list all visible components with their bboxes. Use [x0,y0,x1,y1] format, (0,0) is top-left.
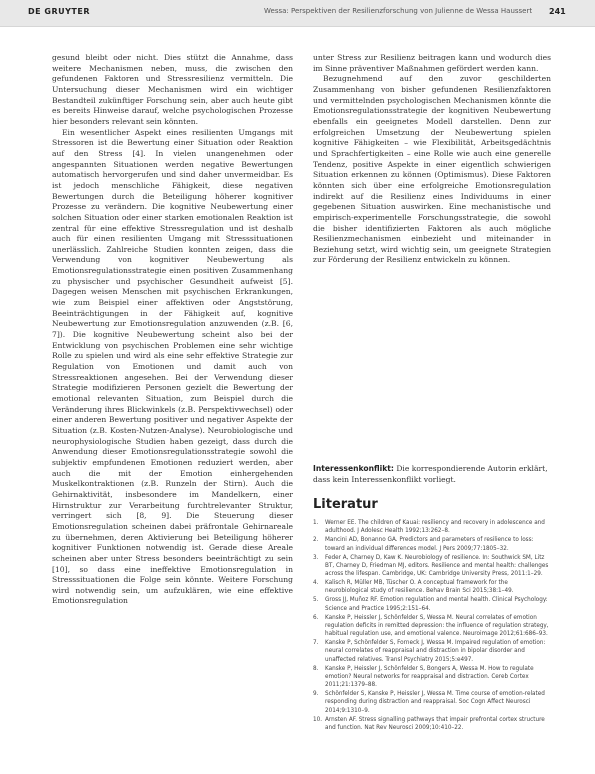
reference-number: 3. [313,554,319,561]
reference-text: Feder A, Charney D, Kaw K. Neurobiology of resilience. In: Southwick SM, Litz BT, Charney D, Friedman MJ, editors. Resilience and mental health: challenges across the lifespan. Cambridge, UK: Cambridge University Press, 2011:1–29. [325,554,549,577]
reference-text: Gross JJ, Muñoz RF. Emotion regulation and mental health. Clinical Psychology: Science and Practice 1995;2:151–64. [325,597,548,612]
reference-item [313,579,553,595]
reference-item [313,665,553,690]
body-paragraph: Ein wesentlicher Aspekt eines resilienten Umgangs mit Stressoren ist die Bewertung einer Situation oder Reaktion auf den Stress [4]. In vielen unangenehmen oder angespannten Situationen werden negative Bewertungen automatisch hervorgerufen und sind daher unvermeidbar. Es ist jedoch menschliche Fähigkeit, diese negativen Bewertungen durch die Beteiligung höherer kognitiver Prozesse zu verändern. Die kognitive Neubewertung einer solchen Situation oder einer starken emotionalen Reaktion ist zentral für eine effektive Stressregulation und ist deshalb auch für einen resilienten Umgang mit Stresssituationen unerlässlich. Zahlreiche Studien konnten zeigen, dass die Verwendung von kognitiver Neubewertung als Emotionsregulationsstrategie einen positiven Zusammenhang zu physischer und psychischer Gesundheit aufweist [5]. Dagegen weisen Menschen mit psychischen Erkrankungen, wie zum Beispiel einer affektiven oder Angststörung, Beeinträchtigungen in der Fähigkeit auf, kognitive Neubewertung zur Emotionsregulation anzuwenden (z.B. [6, 7]). Die kognitive Neubewertung scheint also bei der Entwicklung von psychischen Problemen eine sehr wichtige Rolle zu spielen und wird als eine sehr effektive Strategie zur Regulation von Emotionen und damit auch von Stressreaktionen angesehen. Bei der Verwendung dieser Strategie modifizieren Personen gezielt die Bewertung der emotional relevanten Situation, zum Beispiel durch die Veränderung ihres Blickwinkels (z.B. Perspektivwechsel) oder einer anderen Bewertung positiver und negativer Aspekte der Situation (z.B. Kosten-Nutzen-Analyse). Neurobiologische und neurophysiologische Studien haben gezeigt, dass durch die Anwendung dieser Emotionsregulationsstrategie sowohl die subjektiv empfundenen Emotionen reduziert werden, aber auch die mit der Emotion einhergehenden Muskelkontraktionen (z.B. Runzeln der Stirn). Auch die Gehirnaktivität, insbesondere im Mandelkern, einer Hirnstruktur zur Verarbeitung furchtrelevanter Struktur, verringert sich [8, 9]. Die Steuerung dieser Emotionsregulation scheinen dabei präfrontale Gehirnareale zu übernehmen, deren Aktivierung bei Beteiligung höherer kognitiver Funktionen notwendig ist. Gerade diese Areale scheinen aber unter Stress besonders beeinträchtigt zu sein [10], so dass eine ineffektive Emotionsregulation in Stresssituationen die Folge sein könnte. Weitere Forschung wird notwendig sein, um aufzuklären, wie eine effektive Emotionsregulation [52,127,293,606]
right-column [313,53,551,266]
reference-item [313,614,553,639]
reference-number: 2. [313,537,319,544]
reference-item [313,716,553,732]
reference-text: Kanske P, Heissler J, Schönfelder S, Wessa M. Neural correlates of emotion regulation deficits in remitted depression: the influence of regulation strategy, habitual regulation use, and emotional valence. Neuroimage 2012;61:686–93. [325,614,549,638]
reference-item [313,519,553,535]
body-paragraph: gesund bleibt oder nicht. Dies stützt die Annahme, dass weitere Mechanismen neben, muss, die zwischen den gefundenen Faktoren und Stressresilienz vermitteln. Die Untersuchung dieser Mechanismen wird ein wichtiger Bestandteil zukünftiger Forschung sein, aber auch heute gibt es bereits Hinweise darauf, welche psychologischen Prozesse hier besonders relevant sein könnten. [52,53,293,126]
reference-number: 8. [313,665,319,672]
conflict-of-interest [313,464,551,485]
reference-number: 7. [313,640,319,647]
reference-item [313,639,553,664]
reference-item [313,536,553,552]
reference-text: Arnsten AF. Stress signalling pathways that impair prefrontal cortex structure and function. Nat Rev Neurosci 2009;10:410–22. [325,716,545,731]
reference-number: 10. [313,716,323,723]
body-paragraph: unter Stress zur Resilienz beitragen kann und wodurch dies im Sinne präventiver Maßnahmen gefördert werden kann. [313,53,551,73]
body-paragraph: Bezugnehmend auf den zuvor geschilderten Zusammenhang von bisher gefundenen Resilienzfaktoren und vermittelnden psychologischen Mechanismen könnte die Emotionsregulationsstrategie der kognitiven Neubewertung ebenfalls ein geeignetes Modell darstellen. Denn zur erfolgreichen Umsetzung der Neubewertung spielen kognitive Fähigkeiten – wie Flexibilität, Arbeitsgedächtnis und Sprachfertigkeiten – eine Rolle wie auch eine generelle Tendenz, positive Aspekte in einer eigentlich schwierigen Situation erkennen zu können (Optimismus). Diese Faktoren könnten sich über eine erfolgreiche Emotionsregulation indirekt auf die Resilienz eines Individuums in einer gegebenen Situation auswirken. Eine mechanistische und empirisch-experimentelle Forschungsstrategie, die sowohl die bisher identifizierten Faktoren als auch mögliche Resilienzmechanismen einbezieht und miteinander in Beziehung setzt, wird wichtig sein, um geeignete Strategien zur Förderung der Resilienz entwickeln zu können. [313,74,551,265]
reference-number: 1. [313,520,319,526]
running-title: Wessa: Perspektiven der Resilienzforschung von Julienne de Wessa Haussert [264,7,533,15]
reference-number: 9. [313,691,319,698]
reference-item [313,596,553,612]
reference-text: Mancini AD, Bonanno GA. Predictors and parameters of resilience to loss: toward an individual differences model. J Pers 2009;77:1805–32. [325,537,534,552]
reference-text: Kanske P, Schönfelder S, Forneck J, Wessa M. Impaired regulation of emotion: neural correlates of reappraisal and distraction in bipolar disorder and unaffected relatives. Transl Psychiatry 2015;5:e497. [325,640,546,663]
reference-text: Schönfelder S, Kanske P, Heissler J, Wessa M. Time course of emotion-related responding during distraction and reappraisal. Soc Cogn Affect Neurosci 2014;9:1310–9. [325,691,545,714]
page-header [0,0,595,27]
conflict-text: Die korrespondierende Autorin erklärt, dass kein Interessenkonflikt vorliegt. [313,464,548,484]
reference-text: Werner EE. The children of Kauai: resiliency and recovery in adolescence and adulthood. J Adolesc Health 1992;13:262–8. [325,520,545,535]
reference-number: 6. [313,614,319,621]
publisher-name: DE GRUYTER [28,7,90,16]
reference-number: 4. [313,580,319,587]
page-number: 241 [549,7,566,16]
literature-heading: Literatur [313,497,378,512]
reference-text: Kalisch R, Müller MB, Tüscher O. A conceptual framework for the neurobiological study of resilience. Behav Brain Sci 2015;38:1–49. [325,580,514,595]
reference-number: 5. [313,597,319,604]
reference-text: Kanske P, Heissler J, Schönfelder S, Bongers A, Wessa M. How to regulate emotion? Neural networks for reappraisal and distraction. Cereb Cortex 2011;21:1379–88. [325,665,534,689]
reference-list [313,519,553,733]
reference-item [313,554,553,579]
left-column [52,53,293,607]
conflict-label: Interessenkonflikt: [313,464,394,473]
reference-item [313,690,553,715]
